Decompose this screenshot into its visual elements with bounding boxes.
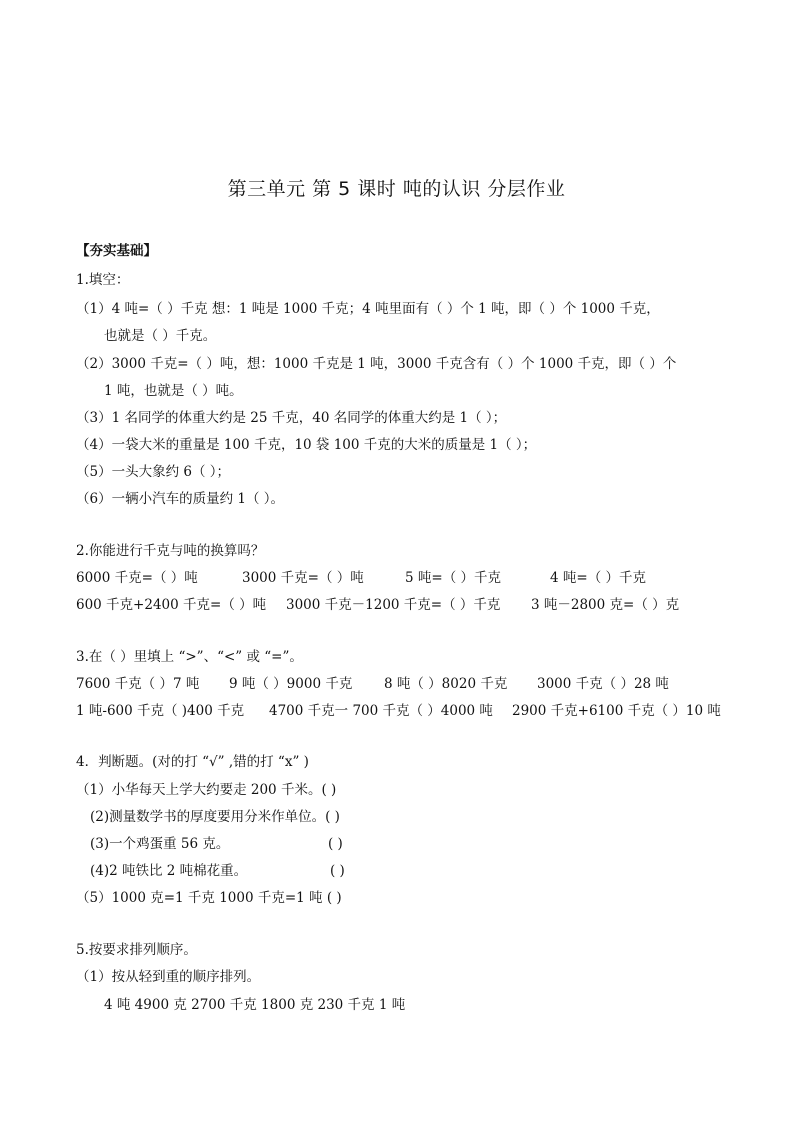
page-title: 第三单元 第 5 课时 吨的认识 分层作业	[227, 178, 566, 200]
q1-item-4: （4）一袋大米的重量是 100 千克，10 袋 100 千克的大米的质量是 1（ ）；	[76, 437, 537, 453]
q4-item-2: (2)测量数学书的厚度要用分米作单位。( )	[90, 809, 340, 825]
q1-item-2: （2）3000 千克=（ ）吨，想：1000 千克是 1 吨，3000 千克含有（ ）个 1000 千克，即（ ）个	[76, 356, 677, 372]
q3-r1-c3: 8 吨（ ）8020 千克	[384, 676, 508, 692]
q2-r2-c1: 600 千克+2400 千克=（ ）吨	[76, 597, 267, 613]
q2-row-2	[76, 595, 679, 615]
q5-item-1: （1）按从轻到重的顺序排列。	[76, 969, 261, 985]
q2-r1-c4: 4 吨=（ ）千克	[550, 570, 646, 586]
q4-item-3-blank: ( )	[328, 836, 343, 852]
q1-item-3: （3）1 名同学的体重大约是 25 千克，40 名同学的体重大约是 1（ ）；	[76, 410, 507, 426]
q2-r1-c2: 3000 千克=（ ）吨	[242, 570, 364, 586]
q3-row-2	[76, 701, 721, 721]
q4-item-4-blank: ( )	[330, 863, 345, 879]
q3-r1-c4: 3000 千克（ ）28 吨	[537, 676, 669, 692]
q3-r1-c2: 9 吨（ ）9000 千克	[229, 676, 353, 692]
q4-item-3: (3)一个鸡蛋重 56 克。	[90, 836, 230, 852]
q2-r1-c1: 6000 千克=（ ）吨	[76, 570, 198, 586]
q2-r2-c3: 3 吨－2800 克=（ ）克	[531, 597, 680, 613]
q2-heading: 2.你能进行千克与吨的换算吗？	[76, 543, 265, 559]
q2-row-1	[76, 568, 646, 588]
q2-r1-c3: 5 吨=（ ）千克	[405, 570, 501, 586]
q3-r2-c1: 1 吨-600 千克（ )400 千克	[76, 703, 245, 719]
q1-item-1-cont: 也就是（ ）千克。	[104, 328, 217, 344]
q3-r2-c2: 4700 千克一 700 千克（ ）4000 吨	[269, 703, 493, 719]
q1-item-6: （6）一辆小汽车的质量约 1（ ）。	[76, 491, 285, 507]
q5-heading: 5.按要求排列顺序。	[76, 942, 197, 958]
section-heading: 【夯实基础】	[76, 243, 157, 259]
q1-item-2-cont: 1 吨，也就是（ ）吨。	[104, 383, 243, 399]
q4-item-5: （5）1000 克=1 千克 1000 千克=1 吨 ( )	[76, 890, 342, 906]
q1-item-5: （5）一头大象约 6（ ）；	[76, 464, 231, 480]
q2-r2-c2: 3000 千克－1200 千克=（ ）千克	[286, 597, 501, 613]
q3-r2-c3: 2900 千克+6100 千克（ ）10 吨	[512, 703, 721, 719]
q3-heading: 3.在（ ）里填上 “>”、“<” 或 “=”。	[76, 649, 303, 665]
q3-row-1	[76, 674, 669, 694]
q1-item-1: （1）4 吨=（ ）千克 想：1 吨是 1000 千克；4 吨里面有（ ）个 1 吨，即（ ）个 1000 千克，	[76, 301, 660, 317]
q3-r1-c1: 7600 千克（ ）7 吨	[76, 676, 200, 692]
q1-heading: 1.填空：	[76, 272, 130, 288]
q4-heading: 4．判断题。(对的打 “√” ,错的打 “x” )	[76, 754, 309, 770]
q4-item-4: (4)2 吨铁比 2 吨棉花重。	[90, 863, 248, 879]
q5-item-1-values: 4 吨 4900 克 2700 千克 1800 克 230 千克 1 吨	[104, 997, 406, 1013]
q4-item-1: （1）小华每天上学大约要走 200 千米。( )	[76, 782, 337, 798]
